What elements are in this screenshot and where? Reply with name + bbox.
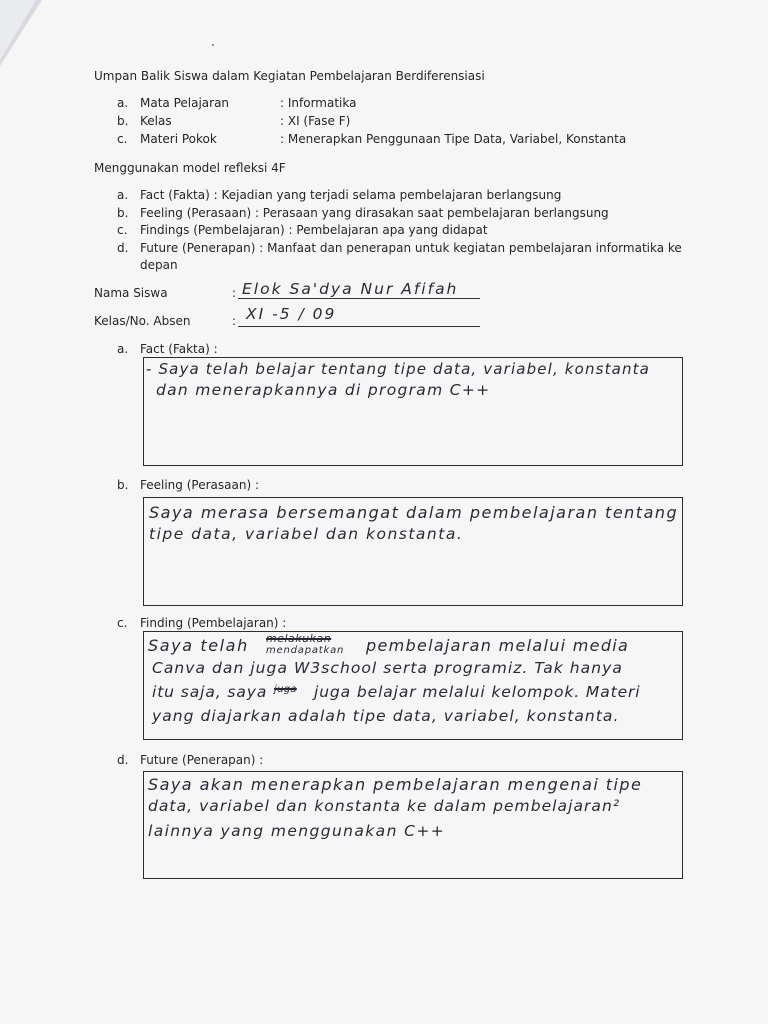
info-label-class: Kelas [140, 114, 172, 128]
student-name-value: Elok Sa'dya Nur Afifah [242, 280, 459, 298]
model-item-future: Future (Penerapan) : Manfaat dan penerapan untuk kegiatan pembelajaran informatika ke [140, 241, 682, 255]
future-answer-line-3: lainnya yang menggunakan C++ [148, 822, 446, 840]
model-item-feeling: Feeling (Perasaan) : Perasaan yang dirasakan saat pembelajaran berlangsung [140, 206, 609, 220]
finding-label: Finding (Pembelajaran) : [140, 616, 287, 630]
info-value-topic: : Menerapkan Penggunaan Tipe Data, Variabel, Konstanta [280, 132, 627, 146]
model-marker-d: d. [117, 241, 129, 255]
future-answer-line-2: data, variabel dan konstanta ke dalam pembelajaran² [148, 797, 621, 815]
student-class-underline [238, 326, 480, 327]
feeling-marker: b. [117, 478, 129, 492]
future-label: Future (Penerapan) : [140, 753, 264, 767]
student-name-label: Nama Siswa [94, 286, 168, 300]
fact-answer-line-1: - Saya telah belajar tentang tipe data, variabel, konstanta [146, 360, 650, 378]
student-name-underline [238, 298, 480, 299]
model-item-fact: Fact (Fakta) : Kejadian yang terjadi selama pembelajaran berlangsung [140, 188, 562, 202]
info-marker-b: b. [117, 114, 129, 128]
info-value-class: : XI (Fase F) [280, 114, 351, 128]
model-item-findings: Findings (Pembelajaran) : Pembelajaran apa yang didapat [140, 223, 488, 237]
model-item-future-cont: depan [140, 258, 178, 272]
finding-inserted-word: mendapatkan [266, 645, 345, 656]
finding-struck-word-2: juga [274, 684, 297, 695]
info-label-topic: Materi Pokok [140, 132, 217, 146]
model-marker-b: b. [117, 206, 129, 220]
fact-marker: a. [117, 342, 129, 356]
model-marker-c: c. [117, 223, 128, 237]
feeling-answer-line-2: tipe data, variabel dan konstanta. [149, 525, 464, 543]
future-answer-box [143, 771, 683, 879]
finding-answer-line-1b: pembelajaran melalui media [366, 636, 630, 655]
student-class-colon: : [232, 314, 237, 328]
finding-answer-line-1a: Saya telah [148, 636, 249, 655]
feeling-answer-box [143, 497, 683, 606]
finding-struck-word: melakukan [266, 632, 332, 645]
feeling-label: Feeling (Perasaan) : [140, 478, 259, 492]
student-class-value: XI -5 / 09 [246, 305, 337, 323]
finding-answer-box [143, 631, 683, 740]
finding-answer-line-3a: itu saja, saya [152, 683, 268, 701]
info-value-subject: : Informatika [280, 96, 357, 110]
info-marker-c: c. [117, 132, 128, 146]
student-name-colon: : [232, 286, 237, 300]
info-label-subject: Mata Pelajaran [140, 96, 230, 110]
finding-marker: c. [117, 616, 128, 630]
model-marker-a: a. [117, 188, 129, 202]
finding-answer-line-4: yang diajarkan adalah tipe data, variabel, konstanta. [152, 707, 620, 725]
future-marker: d. [117, 753, 129, 767]
feeling-answer-line-1: Saya merasa bersemangat dalam pembelajaran tentang [149, 503, 679, 522]
future-answer-line-1: Saya akan menerapkan pembelajaran mengenai tipe [148, 775, 643, 794]
model-heading: Menggunakan model refleksi 4F [94, 161, 286, 175]
student-class-label: Kelas/No. Absen [94, 314, 191, 328]
document-title: Umpan Balik Siswa dalam Kegiatan Pembelajaran Berdiferensiasi [94, 69, 485, 83]
fact-answer-line-2: dan menerapkannya di program C++ [156, 381, 491, 399]
fact-answer-box [143, 357, 683, 466]
info-marker-a: a. [117, 96, 129, 110]
finding-answer-line-3b: juga belajar melalui kelompok. Materi [314, 683, 641, 701]
finding-answer-line-2: Canva dan juga W3school serta programiz. Tak hanya [152, 659, 623, 677]
fact-label: Fact (Fakta) : [140, 342, 218, 356]
folded-corner-shade [0, 0, 36, 60]
paper-speck [212, 44, 214, 46]
